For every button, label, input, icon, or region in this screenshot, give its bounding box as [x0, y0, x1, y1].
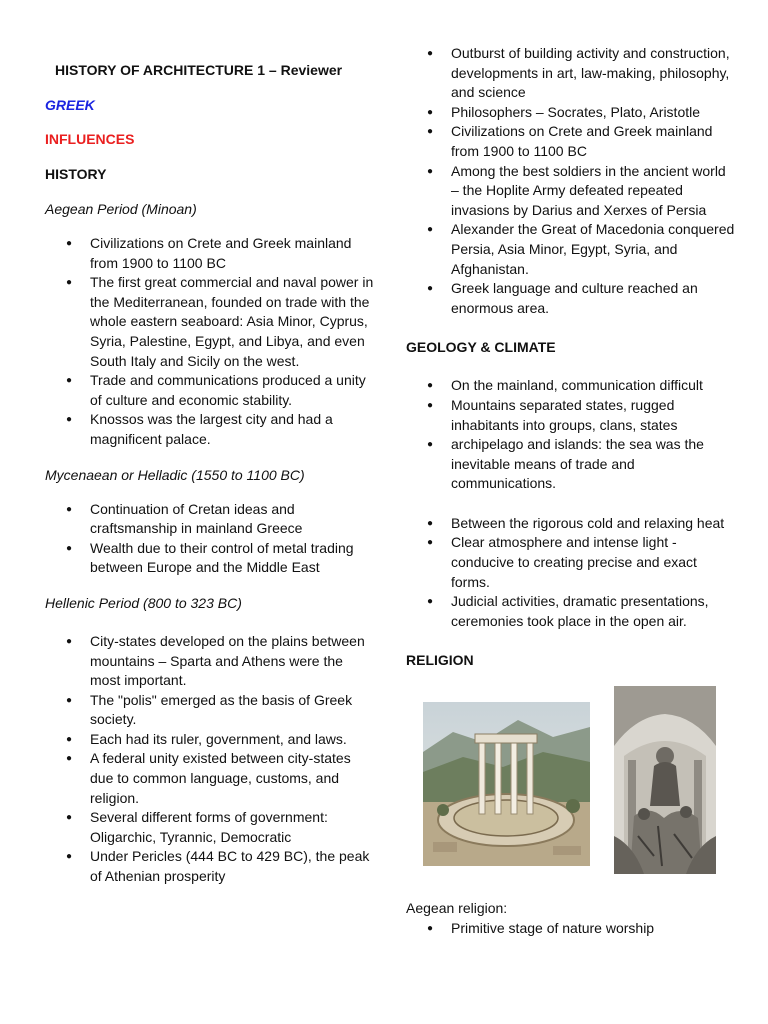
- right-column: [406, 44, 736, 939]
- heading-history: HISTORY: [45, 166, 107, 182]
- left-column: [45, 59, 375, 887]
- list-item: ● A federal unity existed between city-states due to common language, customs, and religion.: [45, 749, 375, 808]
- hellenic-list: [45, 632, 375, 887]
- list-item: ● On the mainland, communication difficult: [406, 376, 736, 396]
- list-item: ● Several different forms of government: Oligarchic, Tyrannic, Democratic: [45, 808, 375, 847]
- list-item: ● The "polis" emerged as the basis of Greek society.: [45, 691, 375, 730]
- heading-geology-climate: GEOLOGY & CLIMATE: [406, 339, 556, 356]
- heading-religion: RELIGION: [406, 652, 474, 669]
- list-item: ● The first great commercial and naval power in the Mediterranean, founded on trade with the whole eastern seaboard: Asia Minor, Cyprus, Syria, Palestine, Egypt, and Libya, and even South Italy and Sicily on the west.: [45, 273, 375, 371]
- tholos-delphi-photo: [423, 702, 590, 866]
- aegean-religion-label: Aegean religion:: [406, 900, 508, 917]
- list-item: ● Outburst of building activity and construction, developments in art, law-making, philosophy, and science: [406, 44, 736, 103]
- mycenaean-period-title: Mycenaean or Helladic (1550 to 1100 BC): [45, 466, 305, 483]
- geology-list: [406, 376, 736, 494]
- list-item: ● Each had its ruler, government, and laws.: [45, 730, 375, 750]
- section-influences: INFLUENCES: [45, 131, 135, 147]
- list-item: ● Alexander the Great of Macedonia conquered Persia, Asia Minor, Egypt, Syria, and Afghanistan.: [406, 220, 736, 279]
- list-item: ● Judicial activities, dramatic presentations, ceremonies took place in the open air.: [406, 592, 736, 631]
- list-item: ● Civilizations on Crete and Greek mainland from 1900 to 1100 BC: [406, 122, 736, 161]
- list-item: ● Among the best soldiers in the ancient world – the Hoplite Army defeated repeated invasions by Darius and Xerxes of Persia: [406, 162, 736, 221]
- hellenic-continued-list: [406, 44, 736, 318]
- aegean-list: [45, 234, 375, 450]
- aegean-period-title: Aegean Period (Minoan): [45, 201, 197, 217]
- greek-gods-engraving: [614, 686, 716, 874]
- mycenaean-list: [45, 500, 375, 578]
- list-item: ● Civilizations on Crete and Greek mainland from 1900 to 1100 BC: [45, 234, 375, 273]
- religion-list: [406, 919, 736, 939]
- list-item: ● Primitive stage of nature worship: [406, 919, 736, 939]
- list-item: ● Between the rigorous cold and relaxing heat: [406, 514, 736, 534]
- document-title: HISTORY OF ARCHITECTURE 1 – Reviewer: [55, 62, 343, 78]
- hellenic-period-title: Hellenic Period (800 to 323 BC): [45, 594, 242, 611]
- list-item: ● Philosophers – Socrates, Plato, Aristotle: [406, 103, 736, 123]
- list-item: ● Wealth due to their control of metal trading between Europe and the Middle East: [45, 539, 375, 578]
- climate-list: [406, 514, 736, 632]
- list-item: ● Greek language and culture reached an enormous area.: [406, 279, 736, 318]
- list-item: ● Under Pericles (444 BC to 429 BC), the peak of Athenian prosperity: [45, 847, 375, 886]
- list-item: ● Mountains separated states, rugged inhabitants into groups, clans, states: [406, 396, 736, 435]
- list-item: ● City-states developed on the plains between mountains – Sparta and Athens were the most important.: [45, 632, 375, 691]
- list-item: ● Trade and communications produced a unity of culture and economic stability.: [45, 371, 375, 410]
- list-item: ● Continuation of Cretan ideas and craftsmanship in mainland Greece: [45, 500, 375, 539]
- list-item: ● Knossos was the largest city and had a magnificent palace.: [45, 410, 375, 449]
- list-item: ● archipelago and islands: the sea was the inevitable means of trade and communications.: [406, 435, 736, 494]
- list-item: ● Clear atmosphere and intense light - conducive to creating precise and exact forms.: [406, 533, 736, 592]
- religion-images: [406, 686, 736, 886]
- section-greek: GREEK: [45, 97, 95, 113]
